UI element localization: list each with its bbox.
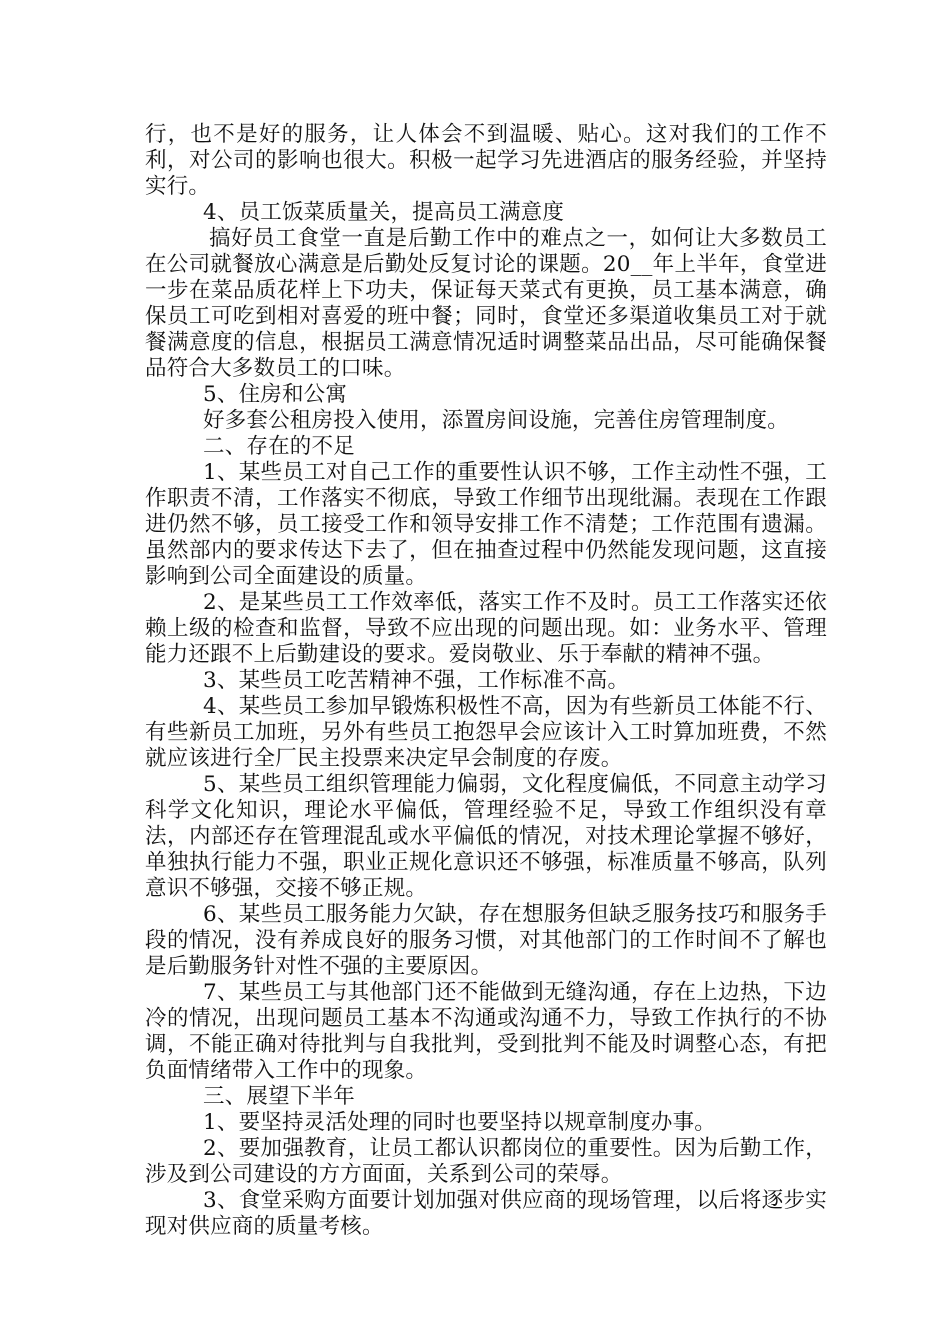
paragraph-shortcoming-7: 7、某些员工与其他部门还不能做到无缝沟通，存在上边热，下边冷的情况，出现问题员工基本不沟通或沟通不力，导致工作执行的不协调，不能正确对待批判与自我批判，受到批判不能及时调整心态，有把负面情绪带入工作中的现象。 [145, 980, 827, 1083]
heading-housing: 5、住房和公寓 [203, 382, 348, 407]
paragraph-shortcoming-1: 1、某些员工对自己工作的重要性认识不够，工作主动性不强，工作职责不清，工作落实不彻底，导致工作细节出现纰漏。表现在工作跟进仍然不够，员工接受工作和领导安排工作不清楚；工作范围有遗漏。虽然部内的要求传达下去了，但在抽查过程中仍然能发现问题，这直接影响到公司全面建设的质量。 [145, 460, 827, 589]
paragraph-shortcoming-3: 3、某些员工吃苦精神不强，工作标准不高。 [203, 668, 630, 693]
paragraph-housing: 好多套公租房投入使用，添置房间设施，完善住房管理制度。 [203, 408, 789, 433]
paragraph-shortcoming-6: 6、某些员工服务能力欠缺，存在想服务但缺乏服务技巧和服务手段的情况，没有养成良好的服务习惯，对其他部门的工作时间不了解也是后勤服务针对性不强的主要原因。 [145, 902, 827, 979]
heading-staff-meals: 4、员工饭菜质量关，提高员工满意度 [203, 200, 565, 225]
paragraph-continuation: 行，也不是好的服务，让人体会不到温暖、贴心。这对我们的工作不利，对公司的影响也很大。积极一起学习先进酒店的服务经验，并坚持实行。 [145, 122, 827, 199]
paragraph-staff-meals: 搞好员工食堂一直是后勤工作中的难点之一，如何让大多数员工在公司就餐放心满意是后勤处反复讨论的课题。20__年上半年，食堂进一步在菜品质花样上下功夫，保证每天菜式有更换，员工基本满意，确保员工可吃到相对喜爱的班中餐；同时，食堂还多渠道收集员工对于就餐满意度的信息，根据员工满意情况适时调整菜品出品，尽可能确保餐品符合大多数员工的口味。 [145, 226, 827, 381]
paragraph-shortcoming-5: 5、某些员工组织管理能力偏弱，文化程度偏低，不同意主动学习科学文化知识，理论水平偏低，管理经验不足，导致工作组织没有章法，内部还存在管理混乱或水平偏低的情况，对技术理论掌握不够好，单独执行能力不强，职业正规化意识还不够强，标准质量不够高，队列意识不够强，交接不够正规。 [145, 772, 827, 901]
paragraph-shortcoming-4: 4、某些员工参加早锻炼积极性不高，因为有些新员工体能不行、有些新员工加班，另外有些员工抱怨早会应该计入工时算加班费，不然就应该进行全厂民主投票来决定早会制度的存废。 [145, 694, 827, 771]
paragraph-outlook-2: 2、要加强教育，让员工都认识都岗位的重要性。因为后勤工作，涉及到公司建设的方方面面，关系到公司的荣辱。 [145, 1136, 827, 1187]
section-heading-shortcomings: 二、存在的不足 [203, 434, 355, 459]
paragraph-outlook-1: 1、要坚持灵活处理的同时也要坚持以规章制度办事。 [203, 1110, 716, 1135]
paragraph-shortcoming-2: 2、是某些员工工作效率低，落实工作不及时。员工工作落实还依赖上级的检查和监督，导致不应出现的问题出现。如：业务水平、管理能力还跟不上后勤建设的要求。爱岗敬业、乐于奉献的精神不强。 [145, 590, 827, 667]
document-body [145, 122, 827, 1240]
section-heading-outlook: 三、展望下半年 [203, 1084, 355, 1109]
paragraph-outlook-3: 3、食堂采购方面要计划加强对供应商的现场管理，以后将逐步实现对供应商的质量考核。 [145, 1188, 827, 1239]
